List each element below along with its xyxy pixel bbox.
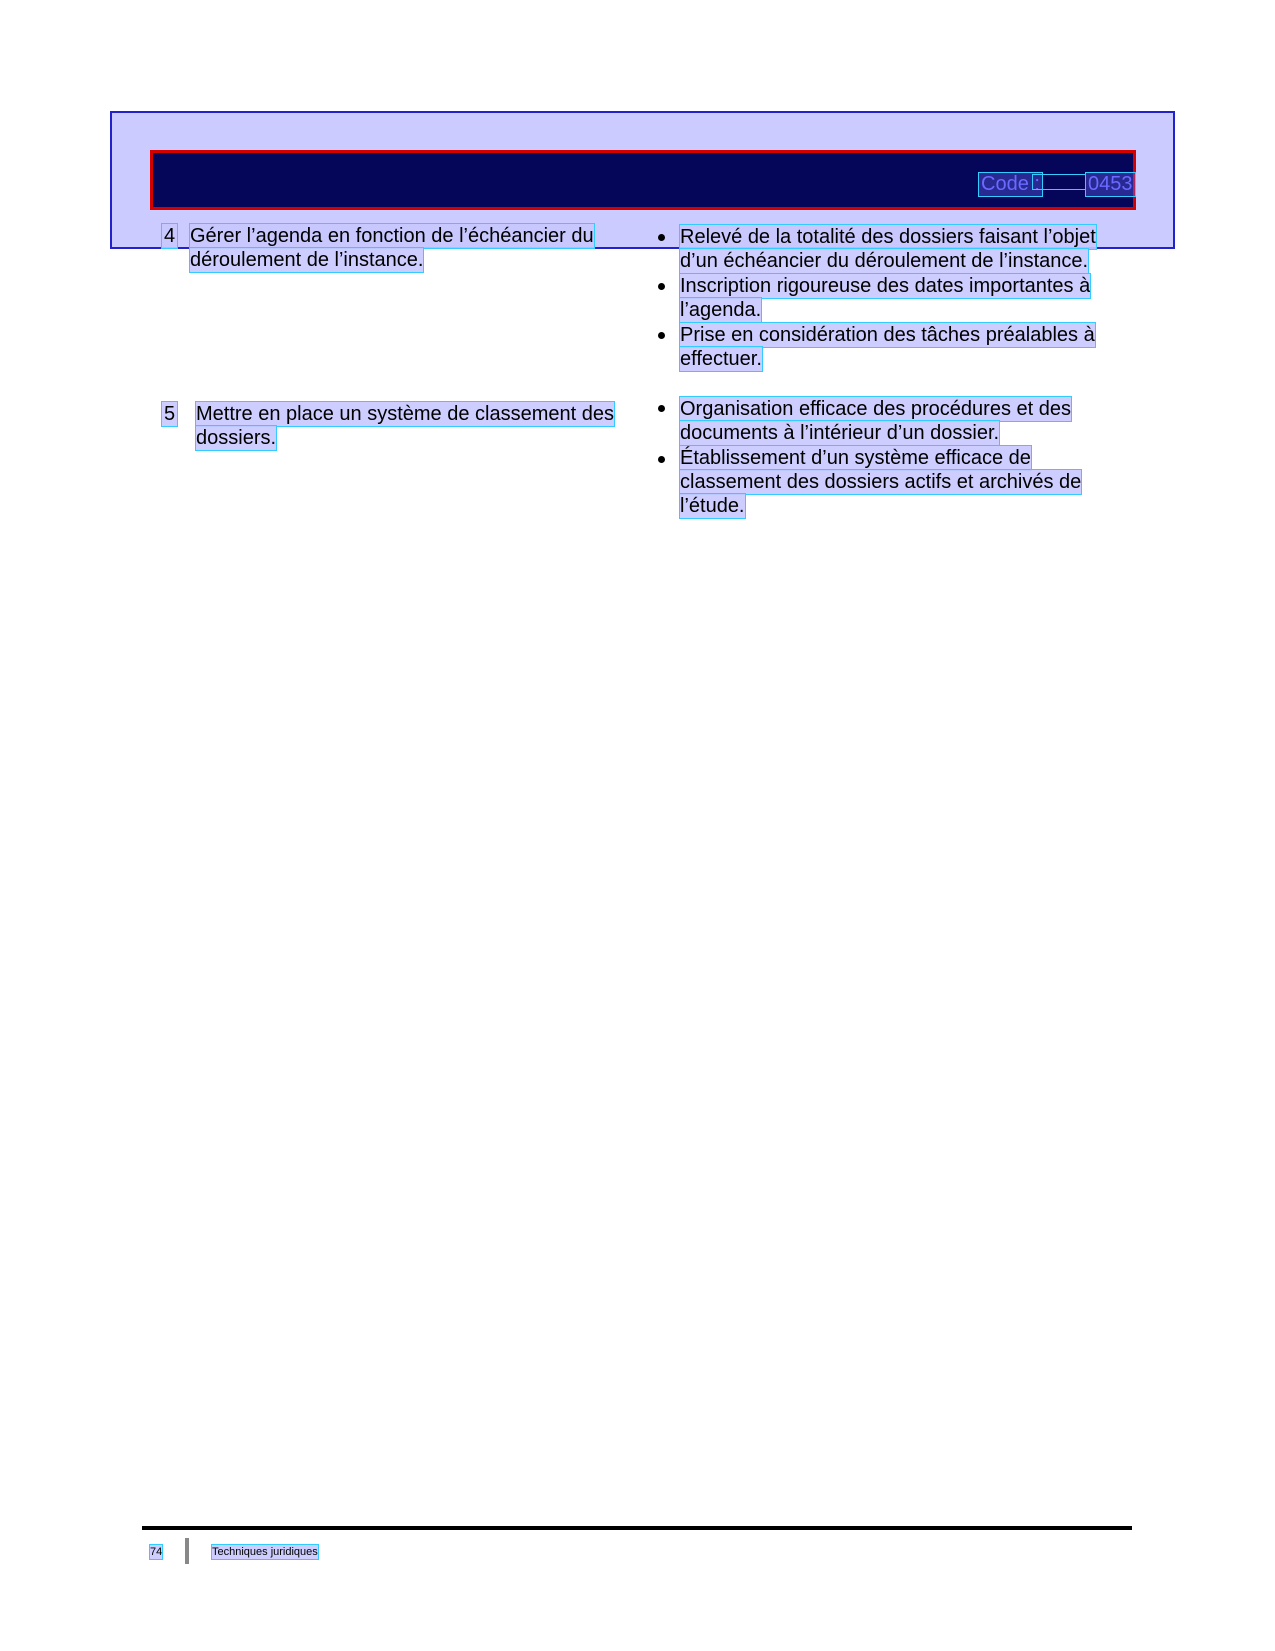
criterion-text: Inscription rigoureuse des dates importantes à xyxy=(680,275,1091,297)
code-separator xyxy=(1032,174,1086,190)
criterion-text: Organisation efficace des procédures et des xyxy=(680,398,1071,420)
criterion-text: Relevé de la totalité des dossiers faisant l’objet xyxy=(680,226,1096,248)
code-value: 0453 xyxy=(1085,172,1136,197)
row-number: 5 xyxy=(164,403,176,425)
criterion-text: documents à l’intérieur d’un dossier. xyxy=(680,422,1000,444)
bullet-icon xyxy=(658,456,665,463)
criterion-text: classement des dossiers actifs et archivés de xyxy=(680,471,1082,493)
criterion-text: l’agenda. xyxy=(680,299,762,321)
row-number: 4 xyxy=(164,225,176,247)
element-text: déroulement de l’instance. xyxy=(190,249,424,271)
footer-divider xyxy=(185,1538,189,1564)
bullet-icon xyxy=(658,283,665,290)
footer-title: Techniques juridiques xyxy=(212,1546,318,1558)
page-number: 74 xyxy=(150,1546,163,1558)
element-text: dossiers. xyxy=(196,427,277,449)
bullet-icon xyxy=(658,405,665,412)
element-text: Mettre en place un système de classement des xyxy=(196,403,614,425)
code-label: Code : xyxy=(978,172,1043,197)
element-text: Gérer l’agenda en fonction de l’échéancier du xyxy=(190,225,594,247)
criterion-text: Établissement d’un système efficace de xyxy=(680,447,1031,469)
footer-rule xyxy=(142,1526,1132,1530)
criterion-text: l’étude. xyxy=(680,495,745,517)
bullet-icon xyxy=(658,332,665,339)
criterion-text: Prise en considération des tâches préalables à xyxy=(680,324,1095,346)
bullet-icon xyxy=(658,234,665,241)
criterion-text: d’un échéancier du déroulement de l’instance. xyxy=(680,250,1089,272)
criterion-text: effectuer. xyxy=(680,348,762,370)
